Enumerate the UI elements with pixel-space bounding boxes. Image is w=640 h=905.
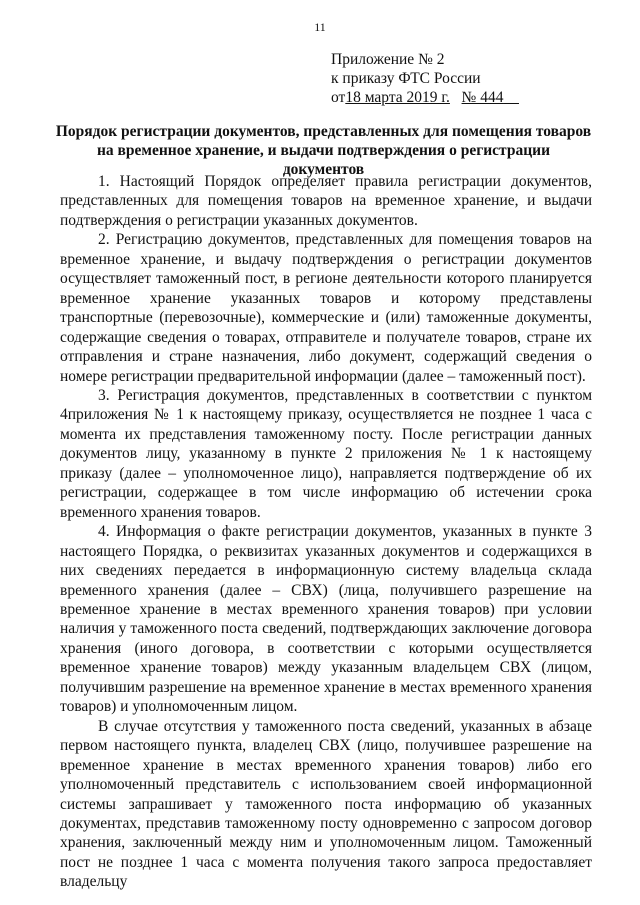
appendix-title: Приложение № 2 bbox=[331, 51, 445, 68]
paragraph-4: 4. Информация о факте регистрации документов, указанных в пункте 3 настоящего Порядка, о реквизитах указанных документов и содержащихся в них сведениях передается в информационную систему владельца склада временного хранения (далее – СВХ) (лица, получившего разрешение на временное хранение в местах временного хранения товаров) при условии наличия у таможенного поста сведений, подтверждающих заключение договора хранения (иного договора, в соответствии с которыми осуществляется временное хранение товаров) между указанным владельцем СВХ (лицом, получившим разрешение на временное хранение в местах временного хранения товаров) и уполномоченным лицом. bbox=[60, 523, 592, 716]
order-number: № 444 bbox=[461, 89, 504, 106]
paragraph-2: 2. Регистрацию документов, представленных для помещения товаров на временное хранение, и выдачу подтверждения о регистрации документов осуществляет таможенный пост, в регионе деятельности которого планируется временное хранение указанных товаров и которому представлены транспортные (перевозочные), коммерческие и (или) таможенные документы, содержащие сведения о товарах, отправителе и получателе товаров, стране их отправления и стране назначения, либо документ, содержащий сведения о номере регистрации предварительной информации (далее – таможенный пост). bbox=[60, 231, 592, 385]
appendix-order-details bbox=[331, 88, 519, 107]
page-number: 11 bbox=[314, 20, 326, 34]
paragraph-1: 1. Настоящий Порядок определяет правила регистрации документов, представленных для помещения товаров на временное хранение, и выдачи подтверждения о регистрации указанных документов. bbox=[60, 173, 592, 229]
paragraph-3: 3. Регистрация документов, представленных в соответствии с пунктом 4приложения № 1 к настоящему приказу, осуществляется не позднее 1 часа с момента их представления таможенному посту. После регистрации данных документов лицу, указанному в пункте 2 приложения № 1 к настоящему приказу (далее – уполномоченное лицо), направляется подтверждение об их регистрации, содержащее в том числе информацию об истечении срока временного хранения товаров. bbox=[60, 386, 592, 521]
order-number-underline bbox=[503, 89, 519, 106]
appendix-order-reference: к приказу ФТС России bbox=[331, 70, 481, 87]
order-prefix: от bbox=[331, 89, 346, 106]
order-date: 18 марта 2019 г. bbox=[345, 89, 450, 106]
document-title: Порядок регистрации документов, представленных для помещения товаров на временное хранение, и выдачи подтверждения о регистрации документов bbox=[55, 123, 592, 178]
paragraph-5: В случае отсутствия у таможенного поста сведений, указанных в абзаце первом настоящего пункта, владелец СВХ (лицо, получившее разрешение на временное хранение в местах временного хранения товаров) либо его уполномоченный представитель с использованием своей информационной системы запрашивает у таможенного поста информацию об указанных документах, представив таможенному посту одновременно с запросом договор хранения, заключенный между ним и уполномоченным лицом. Таможенный пост не позднее 1 часа с момента получения такого запроса предоставляет владельцу bbox=[60, 717, 592, 891]
appendix-header bbox=[331, 50, 519, 107]
document-body bbox=[60, 172, 592, 892]
